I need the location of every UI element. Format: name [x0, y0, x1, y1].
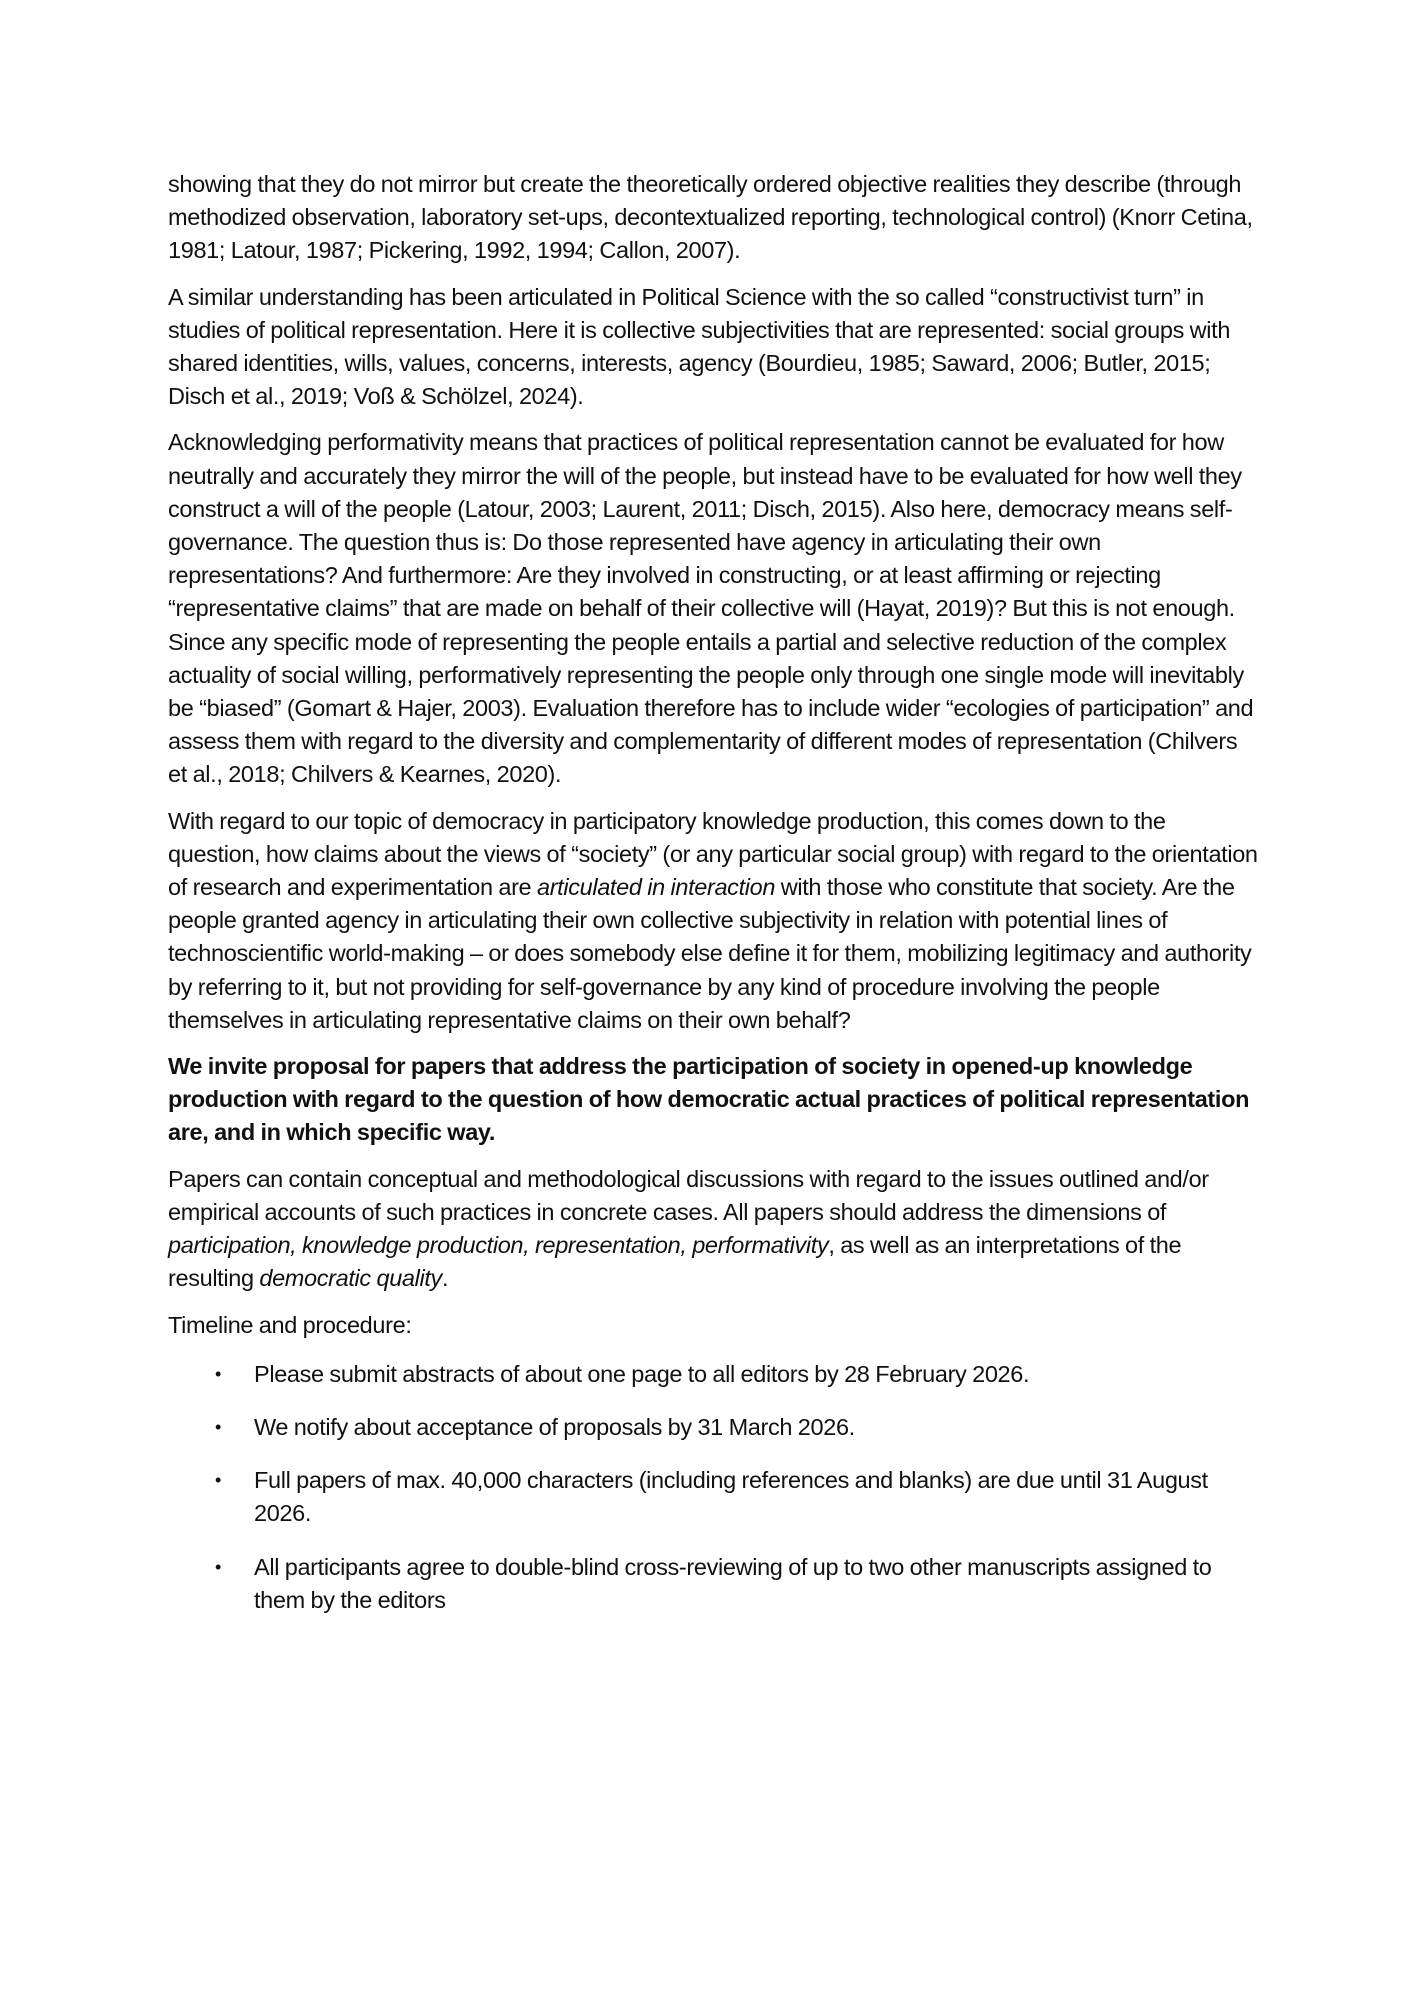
bullet-icon: • [215, 1556, 221, 1577]
call-for-papers-statement: We invite proposal for papers that address the participation of society in opened-up knowledge production with regard to the question of how democratic actual practices of political representation are, and in which specific way. [168, 1053, 1250, 1146]
timeline-item-notification [168, 1411, 1258, 1444]
bullet-icon: • [215, 1416, 221, 1437]
text-run: Papers can contain conceptual and methodological discussions with regard to the issues outlined and/or empirical accounts of such practices in concrete cases. All papers should address the dimensions of [168, 1165, 1209, 1225]
italic-dimensions: participation, knowledge production, representation, performativity [168, 1232, 829, 1259]
timeline-list [168, 1358, 1258, 1617]
timeline-item-abstracts [168, 1358, 1258, 1391]
timeline-item-text: All participants agree to double-blind cross-reviewing of up to two other manuscripts assigned to them by the editors [254, 1553, 1212, 1613]
paragraph-performativity: Acknowledging performativity means that practices of political representation cannot be evaluated for how neutrally and accurately they mirror the will of the people, but instead have to be evaluated for how well they construct a will of the people (Latour, 2003; Laurent, 2011; Disch, 2015). Also here, democracy means self-governance. The question thus is: Do those represented have agency in articulating their own representations? And furthermore: Are they involved in constructing, or at least affirming or rejecting “representative claims” that are made on behalf of their collective will (Hayat, 2019)? But this is not enough. Since any specific mode of representing the people entails a partial and selective reduction of the complex actuality of social willing, performatively representing the people only through one single mode will inevitably be “biased” (Gomart & Hajer, 2003). Evaluation therefore has to include wider “ecologies of participation” and assess them with regard to the diversity and complementarity of different modes of representation (Chilvers et al., 2018; Chilvers & Kearnes, 2020). [168, 429, 1254, 788]
timeline-item-text: Please submit abstracts of about one page to all editors by 28 February 2026. [254, 1360, 1030, 1387]
text-run: with those who constitute that society. Are the people granted agency in articulating their own collective subjectivity in relation with potential lines of technoscientific world-making – or does somebody else define it for them, mobilizing legitimacy and authority by referring to it, but not providing for self-governance by any kind of procedure involving the people themselves in articulating representative claims on their own behalf? [168, 874, 1252, 1033]
timeline-item-text: Full papers of max. 40,000 characters (including references and blanks) are due until 31 August 2026. [254, 1467, 1208, 1527]
text-run: With regard to our topic of democracy in participatory knowledge production, this comes down to the question, how claims about the views of “society” (or any particular social group) with regard to the orientation of research and experimentation are [168, 807, 1258, 901]
timeline-item-text: We notify about acceptance of proposals by 31 March 2026. [254, 1413, 855, 1440]
italic-democratic-quality: democratic quality [259, 1265, 442, 1292]
paragraph-science-studies: showing that they do not mirror but create the theoretically ordered objective realities they describe (through methodized observation, laboratory set-ups, decontextualized reporting, technological control) (Knorr Cetina, 1981; Latour, 1987; Pickering, 1992, 1994; Callon, 2007). [168, 171, 1253, 264]
paragraph-participatory-knowledge [168, 805, 1258, 1037]
bullet-icon: • [215, 1363, 221, 1384]
document-page [168, 168, 1258, 1637]
timeline-heading: Timeline and procedure: [168, 1311, 412, 1338]
paragraph-paper-requirements [168, 1163, 1258, 1296]
italic-emphasis: articulated in interaction [536, 874, 776, 901]
timeline-item-full-papers [168, 1464, 1258, 1530]
text-run: , as well as an interpretations of the resulting [168, 1232, 1182, 1292]
paragraph-constructivist-turn: A similar understanding has been articulated in Political Science with the so called “constructivist turn” in studies of political representation. Here it is collective subjectivities that are represented: social groups with shared identities, wills, values, concerns, interests, agency (Bourdieu, 1985; Saward, 2006; Butler, 2015; Disch et al., 2019; Voß & Schölzel, 2024). [168, 283, 1231, 410]
text-run: . [441, 1265, 449, 1292]
bullet-icon: • [215, 1470, 221, 1491]
timeline-item-reviewing [168, 1551, 1258, 1617]
